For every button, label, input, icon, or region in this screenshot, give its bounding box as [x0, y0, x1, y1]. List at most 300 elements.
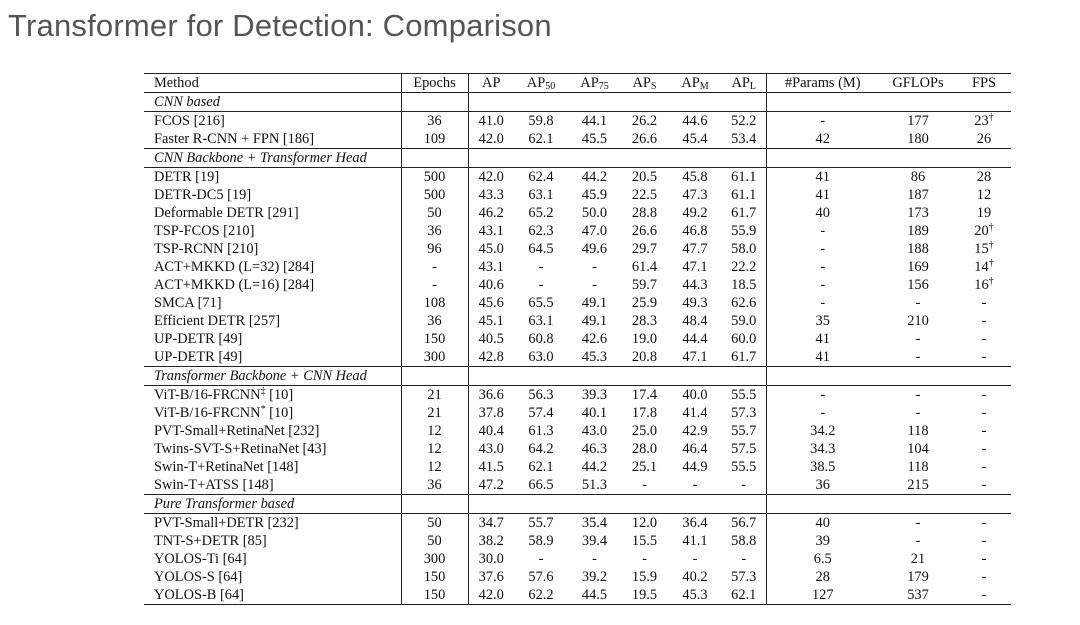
ap50-value: - [538, 276, 544, 293]
gflops-value: 169 [907, 258, 929, 275]
apl-value: 61.1 [731, 168, 757, 185]
epochs-value: 36 [427, 112, 442, 129]
method-name: DETR [19] [154, 168, 220, 185]
aps-value: 17.4 [631, 386, 658, 403]
gflops-cell [879, 476, 957, 495]
ap-value: 34.7 [478, 514, 504, 531]
epochs-cell [401, 222, 468, 240]
params-cell [766, 532, 879, 550]
apm-value: 44.9 [682, 458, 708, 475]
method-name: ViT-B/16-FRCNN [154, 404, 261, 421]
apl-cell [722, 568, 766, 586]
aps-cell [621, 294, 668, 312]
epochs-cell [401, 458, 468, 476]
ap75-value: 45.3 [581, 348, 608, 365]
apm-cell [668, 312, 722, 330]
apm-cell [668, 130, 722, 149]
epochs-cell [401, 404, 468, 422]
section-empty-cell [668, 495, 722, 514]
epochs-value: 108 [423, 294, 446, 311]
apl-cell [722, 112, 766, 131]
ap50-cell [514, 440, 568, 458]
aps-cell [621, 168, 668, 187]
ap50-value: 63.1 [528, 186, 554, 203]
section-empty-cell [514, 495, 568, 514]
fps-value: - [981, 348, 987, 365]
ap50-cell [514, 532, 568, 550]
apl-cell [722, 130, 766, 149]
method-cell [144, 586, 401, 605]
ap-cell [468, 404, 514, 422]
gflops-cell [879, 422, 957, 440]
aps-value: 19.5 [631, 586, 658, 603]
aps-value: - [642, 476, 647, 493]
ap50-value: 62.3 [528, 222, 554, 239]
comparison-table [144, 73, 1011, 605]
section-header-row [144, 495, 1011, 514]
params-cell [766, 312, 879, 330]
aps-value: 22.5 [631, 186, 658, 203]
epochs-value: 12 [427, 440, 442, 457]
params-value: 40 [815, 204, 830, 221]
fps-cell [957, 312, 1011, 330]
params-value: 127 [811, 586, 834, 603]
fps-cell [957, 550, 1011, 568]
method-name: UP-DETR [49] [154, 330, 243, 347]
apl-value: 62.1 [731, 586, 757, 603]
gflops-value: 215 [907, 476, 929, 493]
params-value: - [820, 112, 826, 129]
ap50-cell [514, 222, 568, 240]
ap75-cell [568, 222, 621, 240]
section-empty-cell [468, 367, 514, 386]
method-cell [144, 422, 401, 440]
epochs-cell [401, 476, 468, 495]
ap75-value: - [592, 258, 597, 275]
fps-value: 19 [976, 204, 992, 221]
method-name: YOLOS-S [64] [154, 568, 243, 585]
apm-cell [668, 168, 722, 187]
method-name: TSP-RCNN [210] [154, 240, 259, 257]
table-row [144, 330, 1011, 348]
ap75-cell [568, 240, 621, 258]
ap50-cell [514, 386, 568, 405]
section-empty-cell [879, 367, 957, 386]
apm-cell [668, 276, 722, 294]
gflops-value: 189 [907, 222, 929, 239]
fps-cell [957, 294, 1011, 312]
apl-cell [722, 294, 766, 312]
epochs-cell [401, 258, 468, 276]
fps-value: - [981, 532, 987, 549]
params-cell [766, 294, 879, 312]
section-empty-cell [957, 495, 1011, 514]
gflops-value: 104 [907, 440, 929, 457]
ap75-cell [568, 586, 621, 605]
ap75-value: 49.1 [581, 294, 608, 311]
ap75-value: 39.2 [581, 568, 608, 585]
epochs-cell [401, 112, 468, 131]
method-cell [144, 130, 401, 149]
aps-value: 17.8 [631, 404, 658, 421]
apl-value: 55.5 [731, 458, 757, 475]
params-value: 41 [815, 330, 830, 347]
apl-cell [722, 586, 766, 605]
epochs-cell [401, 276, 468, 294]
ap75-cell [568, 532, 621, 550]
ap-value: 43.1 [478, 258, 504, 275]
method-cell [144, 204, 401, 222]
apm-value: 36.4 [682, 514, 708, 531]
table-row [144, 312, 1011, 330]
section-empty-cell [621, 367, 668, 386]
params-cell [766, 130, 879, 149]
method-name: TNT-S+DETR [85] [154, 532, 267, 549]
params-value: 35 [815, 312, 830, 329]
ap50-cell [514, 514, 568, 533]
apl-value: 57.3 [731, 568, 757, 585]
gflops-cell [879, 276, 957, 294]
section-empty-cell [879, 495, 957, 514]
fps-value: - [981, 312, 987, 329]
ap50-value: 62.2 [528, 586, 554, 603]
apm-cell [668, 422, 722, 440]
aps-cell [621, 458, 668, 476]
apl-value: 52.2 [731, 112, 757, 129]
ap75-value: 44.2 [581, 458, 608, 475]
params-value: 41 [815, 186, 830, 203]
epochs-cell [401, 422, 468, 440]
fps-value: 12 [976, 186, 992, 203]
ap-cell [468, 586, 514, 605]
params-value: - [820, 386, 826, 403]
ap50-value: - [538, 550, 544, 567]
params-cell [766, 386, 879, 405]
header-gflops: GFLOPs [879, 74, 957, 93]
apm-value: 40.2 [682, 568, 708, 585]
ap50-cell [514, 312, 568, 330]
fps-value: - [981, 476, 987, 493]
apm-cell [668, 112, 722, 131]
gflops-cell [879, 568, 957, 586]
apm-cell [668, 404, 722, 422]
epochs-value: 50 [427, 204, 442, 221]
method-cell [144, 222, 401, 240]
method-cell [144, 550, 401, 568]
ap75-cell [568, 440, 621, 458]
table-row [144, 204, 1011, 222]
ap50-value: 64.2 [528, 440, 554, 457]
aps-value: 29.7 [631, 240, 658, 257]
gflops-value: 177 [907, 112, 929, 129]
ap-value: 47.2 [478, 476, 504, 493]
ap50-cell [514, 550, 568, 568]
table-body [144, 93, 1011, 605]
slide-title: Transformer for Detection: Comparison [8, 8, 552, 43]
epochs-value: 36 [427, 312, 442, 329]
apm-value: 41.1 [682, 532, 708, 549]
gflops-cell [879, 240, 957, 258]
ap75-cell [568, 386, 621, 405]
aps-value: 28.8 [631, 204, 658, 221]
method-name: Twins-SVT-S+RetinaNet [43] [154, 440, 327, 457]
ap-value: 45.1 [478, 312, 504, 329]
apl-cell [722, 312, 766, 330]
ap75-cell [568, 258, 621, 276]
params-value: - [820, 222, 826, 239]
gflops-value: 187 [907, 186, 929, 203]
fps-value: 14 [974, 258, 989, 275]
apl-cell [722, 404, 766, 422]
aps-cell [621, 186, 668, 204]
apl-value: 57.3 [731, 404, 757, 421]
ap50-cell [514, 240, 568, 258]
aps-cell [621, 568, 668, 586]
method-cell [144, 312, 401, 330]
ap50-cell [514, 112, 568, 131]
fps-mark: † [988, 221, 994, 233]
apm-cell [668, 476, 722, 495]
ap-value: 37.6 [478, 568, 504, 585]
aps-value: 59.7 [631, 276, 658, 293]
header-ap: AP [468, 74, 514, 93]
section-header-row [144, 149, 1011, 168]
fps-value: - [981, 514, 987, 531]
apm-value: 42.9 [682, 422, 708, 439]
fps-cell [957, 514, 1011, 533]
fps-cell [957, 168, 1011, 187]
ap50-cell [514, 348, 568, 367]
method-cell [144, 404, 401, 422]
method-mark: * [260, 403, 266, 415]
epochs-cell [401, 186, 468, 204]
ap-value: 42.0 [478, 130, 504, 147]
method-name: Swin-T+ATSS [148] [154, 476, 274, 493]
table-row [144, 440, 1011, 458]
aps-cell [621, 204, 668, 222]
fps-value: - [981, 294, 987, 311]
apm-cell [668, 532, 722, 550]
params-cell [766, 514, 879, 533]
apm-value: 45.8 [682, 168, 708, 185]
epochs-cell [401, 586, 468, 605]
section-empty-cell [621, 149, 668, 168]
aps-value: 26.6 [631, 222, 658, 239]
fps-mark: † [988, 239, 994, 251]
gflops-value: 188 [907, 240, 929, 257]
fps-value: - [981, 550, 987, 567]
params-value: 40 [815, 514, 830, 531]
aps-value: - [642, 550, 647, 567]
fps-value: - [981, 422, 987, 439]
fps-cell [957, 458, 1011, 476]
fps-cell [957, 404, 1011, 422]
ap75-cell [568, 294, 621, 312]
gflops-cell [879, 586, 957, 605]
apl-value: - [741, 476, 747, 493]
epochs-value: - [432, 276, 437, 293]
ap-cell [468, 514, 514, 533]
fps-value: 23 [974, 112, 989, 129]
params-value: 34.3 [810, 440, 836, 457]
params-value: 36 [815, 476, 830, 493]
epochs-cell [401, 550, 468, 568]
section-label: Pure Transformer based [144, 495, 401, 514]
params-cell [766, 330, 879, 348]
fps-value: 28 [976, 168, 992, 185]
epochs-value: 21 [427, 386, 442, 403]
gflops-value: - [915, 386, 921, 403]
ap75-cell [568, 514, 621, 533]
apm-value: - [692, 550, 698, 567]
params-cell [766, 348, 879, 367]
gflops-value: 179 [907, 568, 929, 585]
ap-value: 40.5 [478, 330, 504, 347]
ap75-value: 46.3 [581, 440, 608, 457]
apl-cell [722, 550, 766, 568]
params-cell [766, 258, 879, 276]
method-cell [144, 258, 401, 276]
section-empty-cell [766, 93, 879, 112]
fps-cell [957, 186, 1011, 204]
apm-value: 47.7 [682, 240, 708, 257]
epochs-value: 500 [423, 168, 446, 185]
aps-cell [621, 240, 668, 258]
fps-mark: † [988, 275, 994, 287]
ap-cell [468, 476, 514, 495]
apm-value: 46.4 [682, 440, 708, 457]
epochs-value: 21 [427, 404, 442, 421]
ap75-value: 43.0 [581, 422, 608, 439]
method-name: PVT-Small+RetinaNet [232] [154, 422, 320, 439]
apm-value: 40.0 [682, 386, 708, 403]
fps-cell [957, 258, 1011, 276]
gflops-value: - [915, 330, 921, 347]
apl-cell [722, 330, 766, 348]
ap-cell [468, 312, 514, 330]
epochs-cell [401, 514, 468, 533]
params-cell [766, 204, 879, 222]
section-empty-cell [957, 93, 1011, 112]
epochs-value: 12 [427, 422, 442, 439]
params-cell [766, 240, 879, 258]
apl-value: 55.5 [731, 386, 757, 403]
ap-value: 45.0 [478, 240, 504, 257]
gflops-cell [879, 168, 957, 187]
fps-value: - [981, 330, 987, 347]
table-row [144, 422, 1011, 440]
ap-value: 42.8 [478, 348, 504, 365]
section-header-row [144, 93, 1011, 112]
apm-value: 46.8 [682, 222, 708, 239]
method-cell [144, 330, 401, 348]
table-row [144, 168, 1011, 187]
header-aps: $AP_S$ [621, 74, 668, 93]
params-cell [766, 476, 879, 495]
ap75-value: 47.0 [581, 222, 608, 239]
apm-cell [668, 258, 722, 276]
gflops-value: - [915, 404, 921, 421]
ap75-cell [568, 330, 621, 348]
apl-cell [722, 168, 766, 187]
apm-value: 49.2 [682, 204, 708, 221]
ap75-cell [568, 422, 621, 440]
section-empty-cell [722, 495, 766, 514]
table-row [144, 222, 1011, 240]
aps-cell [621, 276, 668, 294]
ap-cell [468, 532, 514, 550]
ap-value: 43.0 [478, 440, 504, 457]
method-name: TSP-FCOS [210] [154, 222, 255, 239]
ap50-cell [514, 586, 568, 605]
params-cell [766, 440, 879, 458]
ap50-cell [514, 404, 568, 422]
ap50-cell [514, 294, 568, 312]
params-value: 6.5 [813, 550, 832, 567]
ap50-value: 61.3 [528, 422, 554, 439]
section-empty-cell [568, 93, 621, 112]
params-value: - [820, 404, 826, 421]
aps-value: 28.0 [631, 440, 658, 457]
ap50-value: 57.6 [528, 568, 554, 585]
epochs-value: 150 [423, 568, 446, 585]
section-label: Transformer Backbone + CNN Head [144, 367, 401, 386]
method-cell [144, 348, 401, 367]
gflops-value: 173 [907, 204, 929, 221]
ap-cell [468, 422, 514, 440]
method-cell [144, 294, 401, 312]
ap50-cell [514, 168, 568, 187]
ap50-value: 60.8 [528, 330, 554, 347]
section-empty-cell [468, 149, 514, 168]
epochs-cell [401, 440, 468, 458]
gflops-value: 156 [907, 276, 929, 293]
epochs-value: 300 [423, 550, 446, 567]
method-cell [144, 112, 401, 131]
ap75-value: 51.3 [581, 476, 608, 493]
section-empty-cell [879, 149, 957, 168]
epochs-value: 150 [423, 586, 446, 603]
apl-value: 53.4 [731, 130, 757, 147]
method-name: Efficient DETR [257] [154, 312, 281, 329]
gflops-cell [879, 386, 957, 405]
aps-value: 12.0 [631, 514, 658, 531]
method-name: Deformable DETR [291] [154, 204, 299, 221]
gflops-cell [879, 348, 957, 367]
aps-cell [621, 258, 668, 276]
fps-cell [957, 204, 1011, 222]
section-empty-cell [401, 495, 468, 514]
table-row [144, 458, 1011, 476]
apl-value: 56.7 [731, 514, 757, 531]
ap75-cell [568, 276, 621, 294]
apl-cell [722, 240, 766, 258]
ap50-cell [514, 476, 568, 495]
params-cell [766, 222, 879, 240]
epochs-value: - [432, 258, 437, 275]
epochs-cell [401, 294, 468, 312]
section-empty-cell [514, 149, 568, 168]
ap50-value: 66.5 [528, 476, 554, 493]
ap50-value: 62.1 [528, 458, 554, 475]
ap50-value: 63.1 [528, 312, 554, 329]
gflops-cell [879, 204, 957, 222]
header-apl: $AP_L$ [722, 74, 766, 93]
ap-value: 38.2 [478, 532, 504, 549]
params-value: 38.5 [810, 458, 836, 475]
fps-value: - [981, 440, 987, 457]
aps-cell [621, 440, 668, 458]
